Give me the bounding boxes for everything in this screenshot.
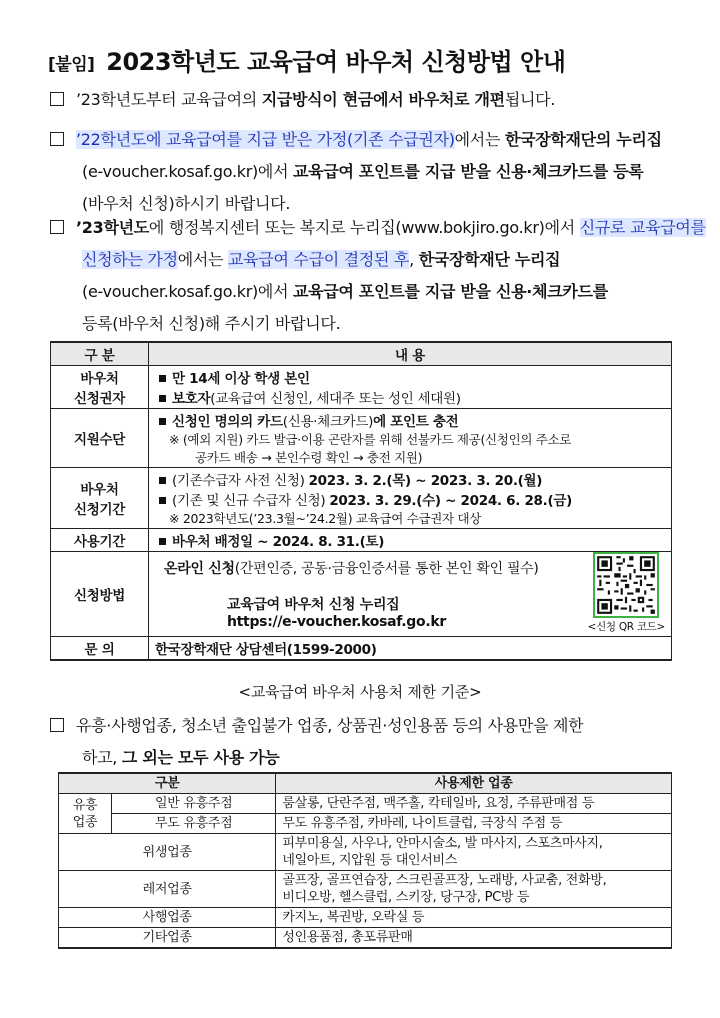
table-row: 사행업종 카지노, 복권방, 오락실 등	[59, 908, 672, 928]
voucher-site-url[interactable]: https://e-voucher.kosaf.go.kr	[227, 614, 446, 630]
table-row: 바우처 신청권자 만 14세 이상 학생 본인 보호자(교육급여 신청인, 세대주 또는 성인 세대원)	[51, 366, 672, 409]
header-category: 구분	[59, 773, 276, 794]
bullet-4: 유흥·사행업종, 청소년 출입불가 업종, 상품권·성인용품 등의 사용만을 제한 하고, 그 외는 모두 사용 가능	[50, 710, 670, 774]
bullet-3: ’23학년도에 행정복지센터 또는 복지로 누리집(www.bokjiro.go.kr)에서 신규로 교육급여를 신청하는 가정에서는 교육급여 수급이 결정된 후, 한국장학재단 누리집 (e-voucher.kosaf.go.kr)에서 교육급여 포인트를 지급 받을 신용·체크카드를 등록(바우처 신청)해 주시기 바랍니다.	[50, 212, 670, 340]
square-bullet-icon	[159, 418, 166, 425]
header-content: 내 용	[149, 342, 672, 366]
table-row: 문 의 한국장학재단 상담센터(1599-2000)	[51, 637, 672, 661]
restriction-subtitle: <교육급여 바우처 사용처 제한 기준>	[238, 683, 482, 701]
table-row: 기타업종 성인용품점, 총포류판매	[59, 928, 672, 949]
row-label-support: 지원수단	[51, 409, 149, 468]
table-row: 사용기간 바우처 배정일 ~ 2024. 8. 31.(토)	[51, 529, 672, 552]
qr-code-icon[interactable]	[595, 554, 657, 616]
checkbox-square-icon	[50, 718, 64, 732]
table-row: 레저업종 골프장, 골프연습장, 스크린골프장, 노래방, 사교춤, 전화방, 비디오방, 헬스클럽, 스키장, 당구장, PC방 등	[59, 871, 672, 908]
square-bullet-icon	[159, 375, 166, 382]
row-label-contact: 문 의	[51, 637, 149, 661]
group-entertainment: 유흥 업종	[59, 794, 112, 834]
voucher-info-table	[50, 341, 672, 661]
row-label-usage: 사용기간	[51, 529, 149, 552]
header-restricted-business: 사용제한 업종	[276, 773, 672, 794]
checkbox-square-icon	[50, 132, 64, 146]
square-bullet-icon	[159, 477, 166, 484]
restriction-table	[58, 772, 672, 949]
checkbox-square-icon	[50, 220, 64, 234]
bullet-2: ’22학년도에 교육급여를 지급 받은 가정(기존 수급권자)에서는 한국장학재단의 누리집 (e-voucher.kosaf.go.kr)에서 교육급여 포인트를 지급 받을 신용·체크카드를 등록 (바우처 신청)하시기 바랍니다.	[50, 124, 670, 220]
square-bullet-icon	[159, 538, 166, 545]
attachment-tag: [붙임]	[48, 55, 95, 75]
existing-recipient-highlight: ’22학년도에 교육급여를 지급 받은 가정(기존 수급권자)	[76, 130, 455, 149]
table-row: 지원수단 신청인 명의의 카드(신용·체크카드)에 포인트 충전 ※ (예외 지원) 카드 발급·이용 곤란자를 위해 선불카드 제공(신청인의 주소로 공카드 배송 → 본인수령 확인 → 충전 지원)	[51, 409, 672, 468]
row-label-period: 바우처 신청기간	[51, 468, 149, 529]
square-bullet-icon	[159, 497, 166, 504]
table-row: 신청방법 온라인 신청(간편인증, 공동·금융인증서를 통한 본인 확인 필수) 교육급여 바우처 신청 누리집 https://e-voucher.kosaf.go.kr <신청 QR 코드>	[51, 552, 672, 637]
qr-block: <신청 QR 코드>	[588, 554, 665, 634]
title-text: 2023학년도 교육급여 바우처 신청방법 안내	[106, 48, 566, 76]
table-row: 위생업종 피부미용실, 사우나, 안마시술소, 발 마사지, 스포츠마사지, 네일아트, 지압원 등 대인서비스	[59, 834, 672, 871]
row-label-method: 신청방법	[51, 552, 149, 637]
header-category: 구 분	[51, 342, 149, 366]
row-label-applicant: 바우처 신청권자	[51, 366, 149, 409]
table-row: 바우처 신청기간 (기존수급자 사전 신청) 2023. 3. 2.(목) ~ 2023. 3. 20.(월) (기존 및 신규 수급자 신청) 2023. 3. 29.(수) ~ 2024. 6. 28.(금) ※ 2023학년도(’23.3월~’24.2월) 교육급여 수급권자 대상	[51, 468, 672, 529]
bullet-1: ’23학년도부터 교육급여의 지급방식이 현금에서 바우처로 개편됩니다.	[50, 84, 670, 116]
square-bullet-icon	[159, 395, 166, 402]
table-row: 무도 유흥주점 무도 유흥주점, 카바레, 나이트클럽, 극장식 주점 등	[59, 814, 672, 834]
table-row: 유흥 업종 일반 유흥주점 룸살롱, 단란주점, 맥주홀, 칵테일바, 요정, 주류판매점 등	[59, 794, 672, 814]
page-title	[48, 42, 565, 77]
checkbox-square-icon	[50, 92, 64, 106]
